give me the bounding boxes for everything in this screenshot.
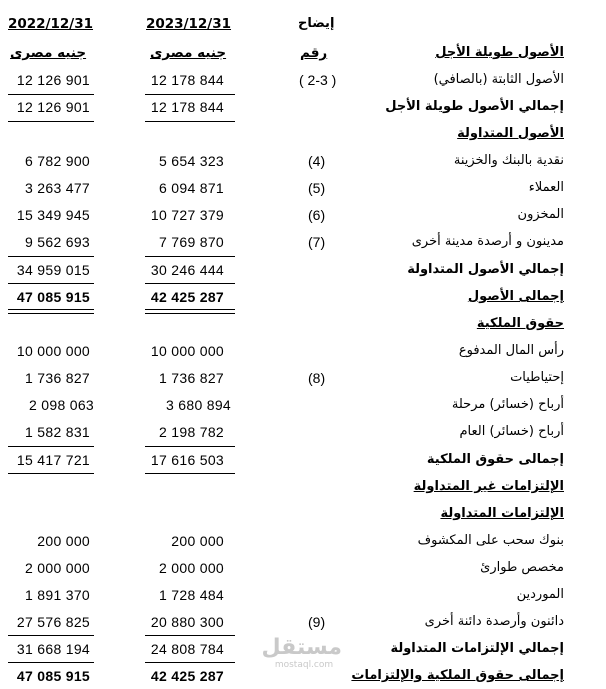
value-2022: 47 085 915 (16, 668, 90, 684)
note-ref: (9) (308, 614, 326, 630)
subtotal-line (8, 94, 94, 95)
note-ref: (8) (308, 370, 326, 386)
row-label: دائنون وأرصدة دائنة أخرى (424, 614, 564, 629)
row-label: إجمالي الأصول المتداولة (407, 262, 564, 277)
value-2023: 30 246 444 (150, 262, 224, 278)
year-2023-header: 2023/12/31 (146, 16, 232, 32)
note-ref: (5) (308, 180, 326, 196)
subtotal-line (145, 94, 235, 95)
value-2023: 2 000 000 (159, 560, 224, 576)
subtotal-line (145, 256, 235, 257)
value-2022: 1 582 831 (25, 424, 90, 440)
subtotal-line (8, 635, 94, 636)
watermark-text: مستقل (261, 635, 342, 660)
note-number-header: رقم (300, 45, 328, 61)
row-label: الموردين (516, 587, 564, 602)
row-label: مخصص طوارئ (480, 560, 564, 575)
value-2022: 2 098 063 (29, 397, 94, 413)
total-line (145, 662, 235, 663)
value-2023: 1 736 827 (159, 370, 224, 386)
total-line (8, 662, 94, 663)
value-2023: 1 728 484 (159, 587, 224, 603)
value-2022: 1 891 370 (25, 587, 90, 603)
total-line (8, 121, 94, 122)
row-label: نقدية بالبنك والخزينة (453, 153, 564, 168)
subtotal-line (8, 256, 94, 257)
note-ref: (7) (308, 234, 326, 250)
row-label: الأصول الثابتة (بالصافي) (433, 72, 564, 87)
value-2023: 2 198 782 (159, 424, 224, 440)
value-2023: 10 727 379 (150, 207, 224, 223)
year-2022-header: 2022/12/31 (8, 16, 94, 32)
value-2022: 6 782 900 (25, 153, 90, 169)
value-2023: 20 880 300 (150, 614, 224, 630)
value-2022: 1 736 827 (25, 370, 90, 386)
row-label: إجمالى حقوق الملكية (426, 452, 564, 467)
value-2022: 12 126 901 (16, 99, 90, 115)
row-label: المخزون (517, 207, 564, 222)
row-label: أرباح (خسائر) مرحلة (451, 397, 564, 412)
total-line (8, 283, 94, 284)
value-2022: 34 959 015 (16, 262, 90, 278)
row-label: إجمالى حقوق الملكية والإلتزامات (351, 668, 564, 683)
value-2023: 42 425 287 (150, 289, 224, 305)
watermark-logo (261, 635, 342, 670)
section-long-term-assets: الأصول طويلة الأجل (435, 45, 564, 60)
currency-2023: جنيه مصرى (150, 45, 227, 61)
value-2022: 10 000 000 (16, 343, 90, 359)
double-underline (145, 309, 235, 314)
section-current-assets: الأصول المتداولة (457, 126, 564, 141)
value-2023: 7 769 870 (159, 234, 224, 250)
total-line (8, 473, 94, 474)
value-2022: 9 562 693 (25, 234, 90, 250)
value-2023: 5 654 323 (159, 153, 224, 169)
total-line (145, 283, 235, 284)
value-2023: 24 808 784 (150, 641, 224, 657)
value-2022: 31 668 194 (16, 641, 90, 657)
row-label: إحتياطيات (510, 370, 564, 385)
value-2022: 3 263 477 (25, 180, 90, 196)
value-2023: 3 680 894 (166, 397, 231, 413)
section-current-liabilities: الإلتزامات المتداولة (440, 506, 564, 521)
row-label: أرباح (خسائر) العام (459, 424, 564, 439)
value-2022: 15 417 721 (16, 452, 90, 468)
row-label: إجمالي الإلتزامات المتداولة (390, 641, 564, 656)
note-ref: (6) (308, 207, 326, 223)
row-label: العملاء (528, 180, 564, 195)
currency-2022: جنيه مصرى (10, 45, 87, 61)
value-2022: 2 000 000 (25, 560, 90, 576)
subtotal-line (145, 446, 235, 447)
value-2022: 27 576 825 (16, 614, 90, 630)
value-2022: 15 349 945 (16, 207, 90, 223)
value-2023: 10 000 000 (150, 343, 224, 359)
note-ref: (4) (308, 153, 326, 169)
value-2023: 17 616 503 (150, 452, 224, 468)
value-2022: 47 085 915 (16, 289, 90, 305)
watermark-domain: mostaql.com (274, 660, 334, 670)
value-2023: 12 178 844 (150, 99, 224, 115)
row-label: إجمالى الأصول (467, 289, 564, 304)
section-non-current-liabilities: الإلتزامات غير المتداولة (413, 479, 564, 494)
row-label: مدينون و أرصدة مدينة أخرى (411, 234, 564, 249)
value-2023: 42 425 287 (150, 668, 224, 684)
note-header: إيضاح (298, 16, 335, 31)
double-underline (8, 309, 94, 314)
value-2023: 12 178 844 (150, 72, 224, 88)
value-2023: 200 000 (171, 533, 224, 549)
subtotal-line (145, 635, 235, 636)
row-label: إجمالي الأصول طويلة الأجل (385, 99, 564, 114)
note-ref: ( 2-3 ) (299, 72, 337, 88)
subtotal-line (8, 446, 94, 447)
value-2022: 12 126 901 (16, 72, 90, 88)
section-equity: حقوق الملكية (476, 316, 564, 331)
total-line (145, 473, 235, 474)
value-2022: 200 000 (37, 533, 90, 549)
total-line (145, 121, 235, 122)
value-2023: 6 094 871 (159, 180, 224, 196)
row-label: رأس المال المدفوع (458, 343, 564, 358)
row-label: بنوك سحب على المكشوف (417, 533, 564, 548)
